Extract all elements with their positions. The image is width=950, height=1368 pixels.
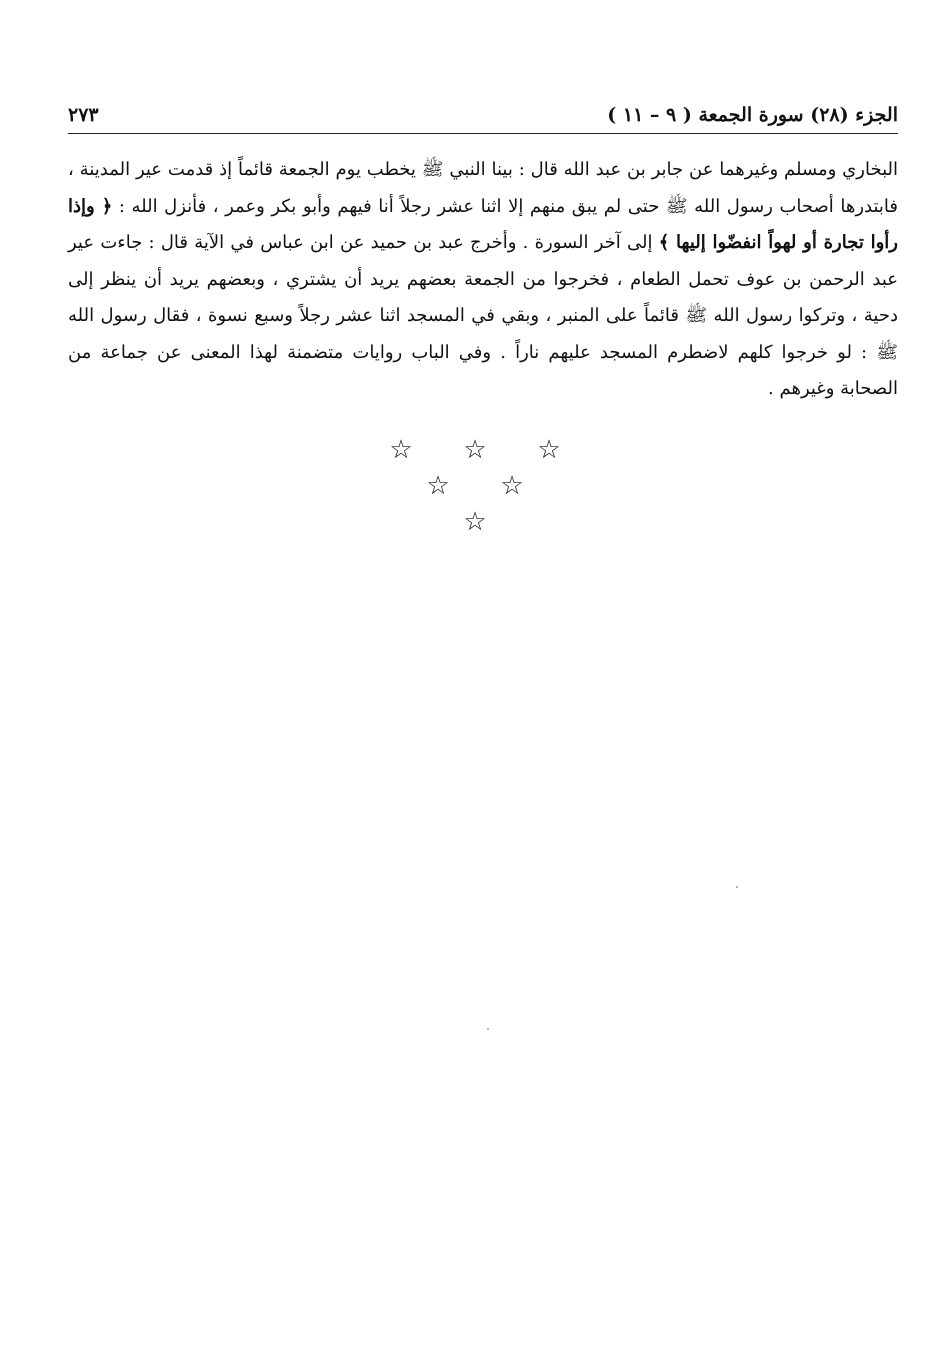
scan-speck — [736, 886, 738, 888]
ornament-row-1 — [0, 432, 950, 468]
star-icon: ☆ — [500, 471, 524, 501]
header-rule — [68, 133, 898, 134]
paragraph-text-after-quran: إلى آخر السورة . وأخرج عبد بن حميد عن ابن عباس في الآية قال : جاءت عير عبد الرحمن بن عوف تحمل الطعام ، فخرجوا من الجمعة بعضهم يريد أن يشتري ، وبعضهم يريد أن ينظر إلى دحية ، وتركوا رسول الله ﷺ قائماً على المنبر ، وبقي في المسجد اثنا عشر رجلاً وسبع نسوة ، فقال رسول الله ﷺ : لو خرجوا كلهم لاضطرم المسجد عليهم ناراً . وفي الباب روايات متضمنة لهذا المعنى عن جماعة من الصحابة وغيرهم . — [68, 232, 899, 399]
running-title: الجزء (٢٨) سورة الجمعة ( ٩ – ١١ ) — [607, 104, 898, 126]
page-number: ٢٧٣ — [68, 104, 99, 126]
section-end-ornament — [0, 432, 950, 540]
page-header — [68, 100, 898, 134]
star-icon: ☆ — [537, 435, 561, 465]
quran-verse: ﴿ وإذا رأوا تجارة أو لهواً انفضّوا إليها ﴾ — [68, 195, 898, 253]
ornament-row-2 — [0, 468, 950, 504]
star-icon: ☆ — [426, 471, 450, 501]
star-icon: ☆ — [463, 435, 487, 465]
body-paragraph — [68, 152, 898, 408]
paragraph-text-before-quran: البخاري ومسلم وغيرهما عن جابر بن عبد الله قال : بينا النبي ﷺ يخطب يوم الجمعة قائماً إذ قدمت عير المدينة ، فابتدرها أصحاب رسول الله ﷺ حتى لم يبق منهم إلا اثنا عشر رجلاً أنا فيهم وأبو بكر وعمر ، فأنزل الله : — [68, 159, 898, 217]
ornament-row-3 — [0, 504, 950, 540]
star-icon: ☆ — [463, 507, 487, 537]
scan-speck — [487, 1028, 489, 1030]
star-icon: ☆ — [389, 435, 413, 465]
